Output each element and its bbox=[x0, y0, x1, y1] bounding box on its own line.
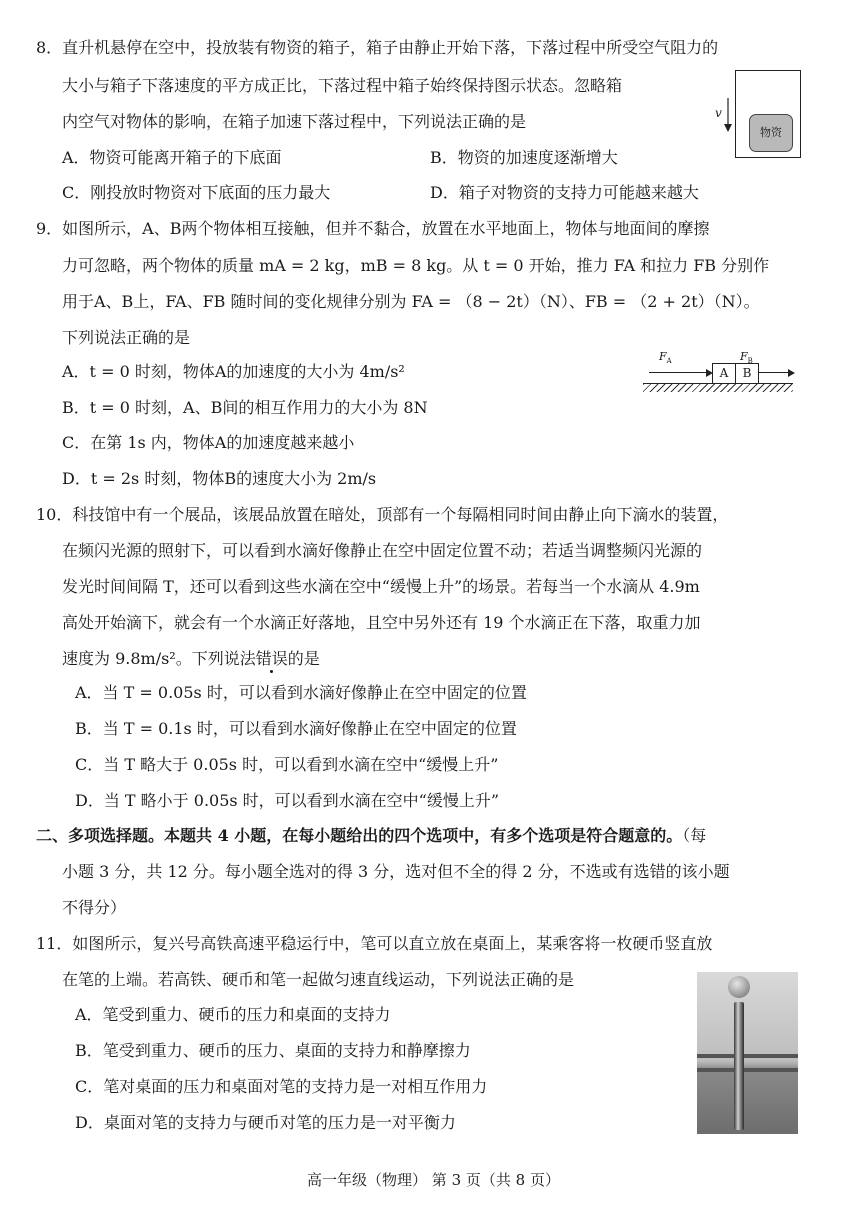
q11-line-1: 11．如图所示，复兴号高铁高速平稳运行中，笔可以直立放在桌面上，某乘客将一枚硬币竖直放 bbox=[36, 934, 713, 953]
q9-line-1: 9．如图所示，A、B两个物体相互接触，但并不黏合，放置在水平地面上，物体与地面间的摩擦 bbox=[36, 219, 710, 238]
velocity-label: v bbox=[715, 106, 722, 120]
q9-blocks-figure bbox=[643, 352, 798, 397]
q8-option-a: A．物资可能离开箱子的下底面 bbox=[62, 148, 282, 167]
window-rail bbox=[697, 1068, 798, 1072]
q8-option-c: C．刚投放时物资对下底面的压力最大 bbox=[62, 183, 331, 202]
q11-option-b: B．笔受到重力、硬币的压力、桌面的支持力和静摩擦力 bbox=[75, 1041, 471, 1060]
q8-line-2: 大小与箱子下落速度的平方成正比，下落过程中箱子始终保持图示状态。忽略箱 bbox=[62, 76, 623, 95]
q10-option-b: B．当 T = 0.1s 时，可以看到水滴好像静止在空中固定的位置 bbox=[75, 719, 517, 738]
force-a-label: $F_A$ bbox=[659, 350, 672, 366]
force-b-arrow-icon bbox=[759, 372, 793, 373]
q11-option-c: C．笔对桌面的压力和桌面对笔的支持力是一对相互作用力 bbox=[75, 1077, 488, 1096]
q11-line-2: 在笔的上端。若高铁、硬币和笔一起做匀速直线运动，下列说法正确的是 bbox=[62, 970, 575, 989]
q8-line-1: 8．直升机悬停在空中，投放装有物资的箱子，箱子由静止开始下落，下落过程中所受空气阻力的 bbox=[36, 38, 719, 57]
q10-line-2: 在频闪光源的照射下，可以看到水滴好像静止在空中固定位置不动；若适当调整频闪光源的 bbox=[62, 541, 703, 560]
q9-option-d: D．t = 2s 时刻，物体B的速度大小为 2m/s bbox=[62, 469, 377, 488]
pen-image bbox=[734, 1002, 744, 1130]
q11-option-d: D．桌面对笔的支持力与硬币对笔的压力是一对平衡力 bbox=[75, 1113, 456, 1132]
q11-option-a: A．笔受到重力、硬币的压力和桌面的支持力 bbox=[75, 1005, 391, 1024]
q8-option-b: B．物资的加速度逐渐增大 bbox=[430, 148, 618, 167]
q8-box-figure bbox=[711, 70, 803, 162]
q9-line-3: 用于A、B上，FA、FB 随时间的变化规律分别为 FA = （8 − 2t）（N）、FB = （2 + 2t）（N）。 bbox=[62, 292, 760, 311]
q10-option-d: D．当 T 略小于 0.05s 时，可以看到水滴在空中“缓慢上升” bbox=[75, 791, 500, 810]
q10-line-3: 发光时间间隔 T，还可以看到这些水滴在空中“缓慢上升”的场景。若每当一个水滴从 4.9m bbox=[62, 577, 700, 596]
q10-line-4: 高处开始滴下，就会有一个水滴正好落地，且空中另外还有 19 个水滴正在下落，取重力加 bbox=[62, 613, 701, 632]
section2-line-2: 小题 3 分，共 12 分。每小题全选对的得 3 分，选对但不全的得 2 分，不选或有选错的该小题 bbox=[62, 862, 730, 881]
block-b: B bbox=[735, 363, 759, 384]
q9-option-c: C．在第 1s 内，物体A的加速度越来越小 bbox=[62, 433, 355, 452]
force-b-label: $F_B$ bbox=[740, 350, 753, 366]
q10-line-1: 10．科技馆中有一个展品，该展品放置在暗处，顶部有一个每隔相同时间由静止向下滴水的装置， bbox=[36, 505, 729, 524]
q8-line-3: 内空气对物体的影响，在箱子加速下落过程中，下列说法正确的是 bbox=[62, 112, 527, 131]
page-footer: 高一年级（物理） 第 3 页（共 8 页） bbox=[307, 1171, 560, 1189]
window-rail bbox=[697, 1054, 798, 1058]
q8-option-d: D．箱子对物资的支持力可能越来越大 bbox=[430, 183, 699, 202]
block-a: A bbox=[712, 363, 736, 384]
velocity-arrow-icon bbox=[723, 98, 733, 132]
emphasis-word: 错误 bbox=[255, 649, 288, 668]
q9-option-b: B．t = 0 时刻，A、B间的相互作用力的大小为 8N bbox=[62, 398, 428, 417]
q10-option-c: C．当 T 略大于 0.05s 时，可以看到水滴在空中“缓慢上升” bbox=[75, 755, 499, 774]
pen-coin-photo bbox=[697, 972, 798, 1134]
cargo-block: 物资 bbox=[749, 114, 793, 152]
q9-option-a: A．t = 0 时刻，物体A的加速度的大小为 4m/s² bbox=[62, 362, 405, 381]
section2-line-1: 二、多项选择题。本题共 4 小题，在每小题给出的四个选项中，有多个选项是符合题意的。（每 bbox=[36, 826, 707, 845]
q10-option-a: A．当 T = 0.05s 时，可以看到水滴好像静止在空中固定的位置 bbox=[75, 683, 527, 702]
q9-line-4: 下列说法正确的是 bbox=[62, 328, 191, 347]
q9-line-2: 力可忽略，两个物体的质量 mA = 2 kg，mB = 8 kg。从 t = 0 开始，推力 FA 和拉力 FB 分别作 bbox=[62, 256, 770, 275]
ground-hatch bbox=[643, 383, 793, 392]
coin-image bbox=[728, 976, 750, 998]
q10-line-5: 速度为 9.8m/s²。下列说法错误的是 bbox=[62, 649, 320, 668]
force-a-arrow-icon bbox=[649, 372, 711, 373]
section2-line-3: 不得分） bbox=[62, 898, 127, 917]
